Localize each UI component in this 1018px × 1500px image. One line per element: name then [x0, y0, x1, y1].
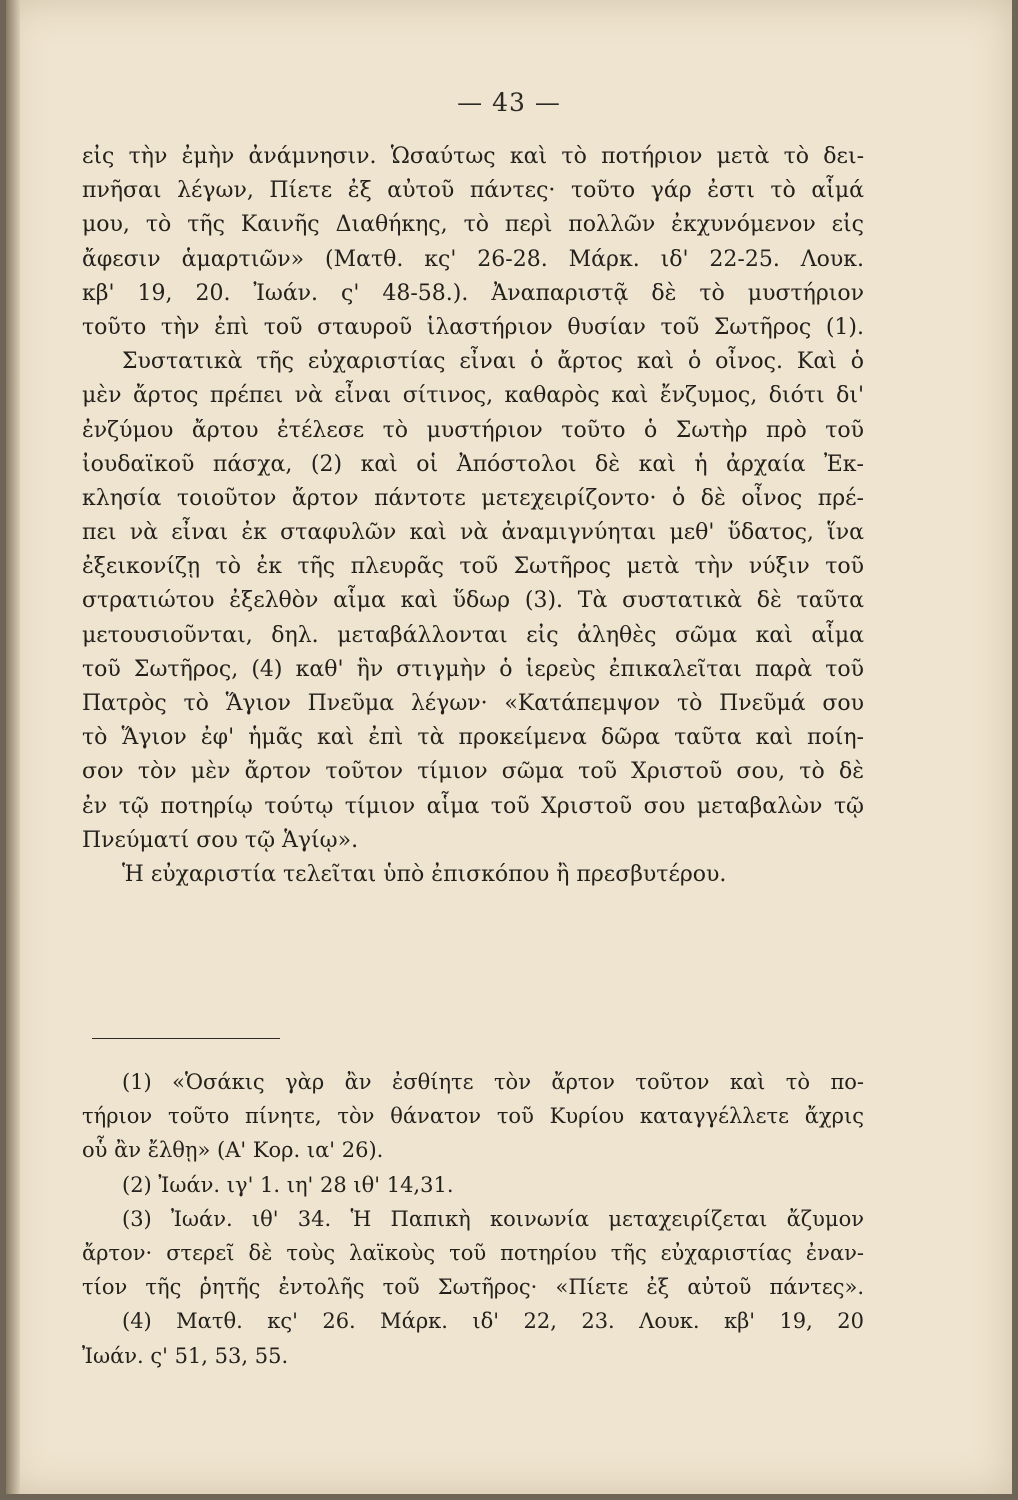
- footnote-line: ἄρτον· στερεῖ δὲ τοὺς λαϊκοὺς τοῦ ποτηρίου τῆς εὐχαριστίας ἐναν-: [82, 1240, 864, 1265]
- text-line: Πνεύματί σου τῷ Ἁγίῳ».: [82, 827, 359, 853]
- text-line: εἰς τὴν ἐμὴν ἀνάμνησιν. Ὡσαύτως καὶ τὸ ποτήριον μετὰ τὸ δει-: [82, 144, 864, 169]
- text-line: πνῆσαι λέγων, Πίετε ἐξ αὐτοῦ πάντες· τοῦτο γάρ ἐστι τὸ αἷμά: [82, 178, 864, 204]
- text-line: κβ' 19, 20. Ἰωάν. ς' 48-58.). Ἀναπαριστᾷ δὲ τὸ μυστήριον: [82, 280, 864, 306]
- text-line: Συστατικὰ τῆς εὐχαριστίας εἶναι ὁ ἄρτος καὶ ὁ οἶνος. Καὶ ὁ: [122, 349, 864, 375]
- footnote-line: (3) Ἰωάν. ιθ' 34. Ἡ Παπικὴ κοινωνία μεταχειρίζεται ἄζυμον: [122, 1206, 864, 1231]
- text-line: ἰουδαϊκοῦ πάσχα, (2) καὶ οἱ Ἀπόστολοι δὲ καὶ ἡ ἀρχαία Ἐκ-: [82, 451, 864, 477]
- text-line: κλησία τοιοῦτον ἄρτον πάντοτε μετεχειρίζοντο· ὁ δὲ οἶνος πρέ-: [82, 485, 864, 511]
- footnote-line: οὗ ἂν ἔλθῃ» (Α' Κορ. ια' 26).: [82, 1138, 384, 1163]
- text-line: μετουσιοῦνται, δηλ. μεταβάλλονται εἰς ἀληθὲς σῶμα καὶ αἷμα: [82, 622, 864, 648]
- text-line: σον τὸν μὲν ἄρτον τοῦτον τίμιον σῶμα τοῦ Χριστοῦ σου, τὸ δὲ: [82, 759, 864, 785]
- text-line: πει νὰ εἶναι ἐκ σταφυλῶν καὶ νὰ ἀναμιγνύηται μεθ' ὕδατος, ἵνα: [82, 520, 864, 546]
- footnote-line: (2) Ἰωάν. ιγ' 1. ιη' 28 ιθ' 14,31.: [122, 1172, 454, 1197]
- text-line: μὲν ἄρτος πρέπει νὰ εἶναι σίτινος, καθαρὸς καὶ ἔνζυμος, διότι δι': [82, 383, 864, 409]
- text-line: στρατιώτου ἐξελθὸν αἷμα καὶ ὕδωρ (3). Τὰ συστατικὰ δὲ ταῦτα: [82, 588, 864, 614]
- page-number: — 43 —: [457, 88, 561, 117]
- text-line: Πατρὸς τὸ Ἅγιον Πνεῦμα λέγων· «Κατάπεμψον τὸ Πνεῦμά σου: [82, 691, 864, 716]
- text-line: ἄφεσιν ἁμαρτιῶν» (Ματθ. κς' 26-28. Μάρκ. ιδ' 22-25. Λουκ.: [82, 246, 864, 272]
- text-line: μου, τὸ τῆς Καινῆς Διαθήκης, τὸ περὶ πολλῶν ἐκχυνόμενον εἰς: [82, 212, 864, 238]
- book-page: [6, 0, 1012, 1494]
- footnotes: [82, 1065, 864, 1373]
- footnote-line: τίον τῆς ῥητῆς ἐντολῆς τοῦ Σωτῆρος· «Πίετε ἐξ αὐτοῦ πάντες».: [82, 1275, 864, 1300]
- footnote-line: (1) «Ὁσάκις γὰρ ἂν ἐσθίητε τὸν ἄρτον τοῦτον καὶ τὸ πο-: [122, 1070, 864, 1094]
- footnote-line: (4) Ματθ. κς' 26. Μάρκ. ιδ' 22, 23. Λουκ. κβ' 19, 20: [122, 1309, 864, 1334]
- main-text: [82, 140, 864, 892]
- footnote-line: τήριον τοῦτο πίνητε, τὸν θάνατον τοῦ Κυρίου καταγγέλλετε ἄχρις: [82, 1104, 864, 1129]
- text-line: τοῦ Σωτῆρος, (4) καθ' ἣν στιγμὴν ὁ ἱερεὺς ἐπικαλεῖται παρὰ τοῦ: [82, 656, 864, 682]
- text-line: τὸ Ἅγιον ἐφ' ἡμᾶς καὶ ἐπὶ τὰ προκείμενα δῶρα ταῦτα καὶ ποίη-: [82, 725, 864, 751]
- text-line: ἐξεικονίζῃ τὸ ἐκ τῆς πλευρᾶς τοῦ Σωτῆρος μετὰ τὴν νύξιν τοῦ: [82, 554, 864, 580]
- page-gutter-shadow: [6, 0, 20, 1494]
- text-line: Ἡ εὐχαριστία τελεῖται ὑπὸ ἐπισκόπου ἢ πρεσβυτέρου.: [122, 861, 727, 887]
- text-line: ἐν τῷ ποτηρίῳ τούτῳ τίμιον αἷμα τοῦ Χριστοῦ σου μεταβαλὼν τῷ: [82, 793, 864, 819]
- footnote-line: Ἰωάν. ς' 51, 53, 55.: [82, 1343, 289, 1368]
- footnote-separator: [92, 1038, 280, 1039]
- text-line: ἐνζύμου ἄρτου ἐτέλεσε τὸ μυστήριον τοῦτο ὁ Σωτὴρ πρὸ τοῦ: [82, 417, 864, 443]
- text-line: τοῦτο τὴν ἐπὶ τοῦ σταυροῦ ἱλαστήριον θυσίαν τοῦ Σωτῆρος (1).: [82, 314, 864, 340]
